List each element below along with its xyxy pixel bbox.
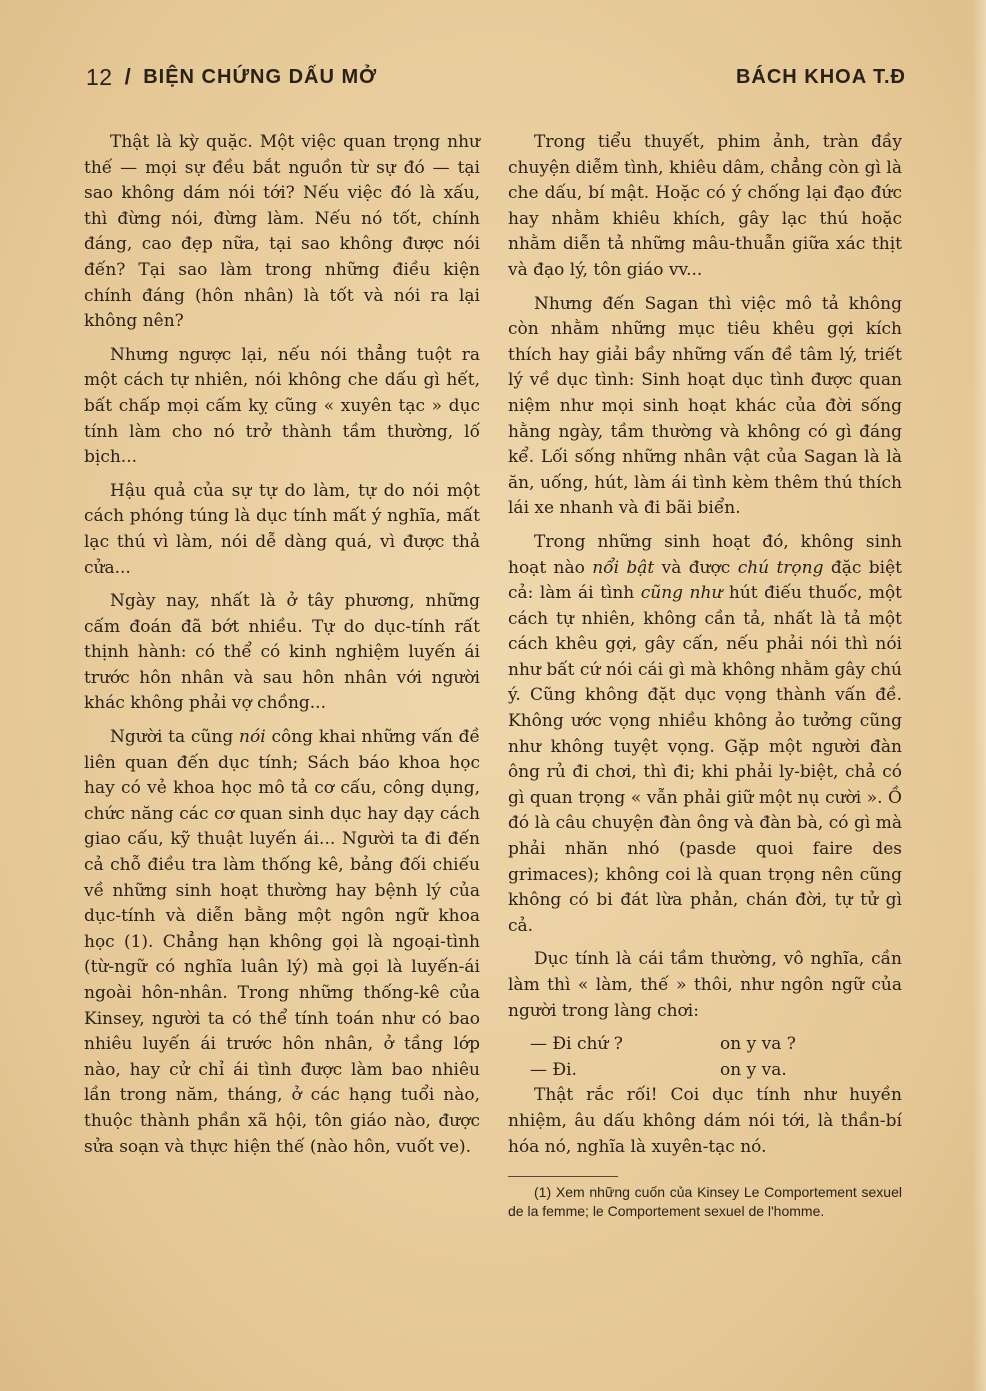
paragraph: Dục tính là cái tầm thường, vô nghĩa, cần làm thì « làm, thế » thôi, như ngôn ngữ của người trong làng chơi:: [508, 949, 902, 1021]
footnote-divider: [508, 1176, 618, 1177]
emphasis: nói: [239, 727, 266, 748]
paragraph: Nhưng ngược lại, nếu nói thẳng tuột ra một cách tự nhiên, nói không che dấu gì hết, bất chấp mọi cấm kỵ cũng « xuyên tạc » dục tính làm cho nó trở thành tầm thường, lố bịch...: [84, 344, 480, 468]
dialogue-line: [530, 1058, 902, 1084]
page-header: [86, 60, 906, 94]
left-column: [84, 130, 480, 1160]
footnote: (1) Xem những cuốn của Kinsey Le Comportement sexuel de la femme; le Comportement sexuel de l'homme.: [508, 1184, 902, 1220]
dialogue: [508, 1032, 902, 1083]
publication-name: BÁCH KHOA T.Đ: [735, 65, 906, 88]
paragraph: Thật rắc rối! Coi dục tính như huyền nhiệm, âu dấu không dám nói tới, là thần-bí hóa nó, nghĩa là xuyên-tạc nó.: [508, 1085, 902, 1157]
text-run: và được: [654, 557, 738, 578]
paragraph: Hậu quả của sự tự do làm, tự do nói một cách phóng túng là dục tính mất ý nghĩa, mất lạc thú vì làm, nói dễ dàng quá, vì được thả cửa...: [84, 480, 480, 578]
text-run: đặc biệt cả: làm ái tình: [508, 557, 903, 604]
header-separator: /: [124, 64, 132, 89]
emphasis: cũng như: [640, 583, 723, 604]
text-run: Người ta cũng: [110, 727, 240, 748]
section-title: BIỆN CHỨNG DẤU MỞ: [143, 65, 378, 88]
emphasis: chú trọng: [737, 557, 824, 578]
text-run: Trong những sinh hoạt đó, không sinh hoạt nào: [508, 531, 902, 578]
dialogue-french: on y va ?: [720, 1034, 796, 1055]
paragraph: Nhưng đến Sagan thì việc mô tả không còn nhằm những mục tiêu khêu gợi kích thích hay giải bầy những vấn đề tâm lý, triết lý về dục tình: Sinh hoạt dục tình được quan niệm như mọi sinh hoạt khác của đời sống hằng ngày, tầm thường và không có gì đáng kể. Lối sống những nhân vật của Sagan là là ăn, uống, hút, làm ái tình kèm thêm thú thích lái xe nhanh và đi bãi biển.: [508, 293, 902, 519]
dialogue-french: on y va.: [720, 1059, 787, 1080]
right-column: [508, 130, 902, 1221]
emphasis: nổi bật: [592, 557, 655, 578]
paragraph: [508, 530, 902, 940]
paragraph: [84, 725, 480, 1160]
paragraph: Trong tiểu thuyết, phim ảnh, tràn đầy chuyện diễm tình, khiêu dâm, chẳng còn gì là che dấu, bí mật. Hoặc có ý chống lại đạo đức hay nhằm khiêu khích, gây lạc thú hoặc nhằm diễn tả những mâu-thuẫn giữa xác thịt và đạo lý, tôn giáo vv...: [508, 132, 902, 280]
paragraph: Thật là kỳ quặc. Một việc quan trọng như thế — mọi sự đều bắt nguồn từ sự đó — tại sao không dám nói tới? Nếu việc đó là xấu, thì đừng nói, đừng làm. Nếu nó tốt, chính đáng, cao đẹp nữa, tại sao không được nói đến? Tại sao làm trong những điều kiện chính đáng (hôn nhân) là tốt và nói ra lại không nên?: [84, 132, 480, 332]
page-number: 12: [86, 63, 113, 90]
header-left: [86, 64, 377, 91]
paragraph: Ngày nay, nhất là ở tây phương, những cấm đoán đã bớt nhiều. Tự do dục-tính rất thịnh hành: có thể có kinh nghiệm luyến ái trước hôn nhân và sau hôn nhân với người khác không phải vợ chồng...: [84, 591, 480, 714]
text-run: công khai những vấn đề liên quan đến dục tính; Sách báo khoa học hay có vẻ khoa học mô tả cơ cấu, công dụng, chức năng các cơ quan sinh dục hay dạy cách giao cấu, kỹ thuật luyến ái... Người ta đi đến cả chỗ điều tra làm thống kê, bảng đối chiếu về những sinh hoạt thường hay bệnh lý của dục-tính và diễn bằng một ngôn ngữ khoa học (1). Chẳng hạn không gọi là ngoại-tình (từ-ngữ có nghĩa luân lý) mà gọi là luyến-ái ngoài hôn-nhân. Trong những thống-kê của Kinsey, người ta có thể tính toán như có bao nhiêu luyến ái trước hôn nhân, ở tầng lớp nào, hay cử chỉ ái tình được làm bao nhiêu lần trong năm, tháng, ở các hạng tuổi nào, thuộc thành phần xã hội, tôn giáo nào, được sửa soạn và thực hiện thế (nào hôn, vuốt ve).: [84, 727, 481, 1157]
dialogue-line: [530, 1032, 902, 1058]
dialogue-vietnamese: — Đi chứ ?: [530, 1034, 623, 1055]
dialogue-vietnamese: — Đi.: [530, 1059, 577, 1080]
page-edge: [972, 0, 986, 1391]
text-run: hút điếu thuốc, một cách tự nhiên, không cần tả, nhất là tả một cách khêu gợi, gây cấn, nếu phải nói thì nói như bất cứ nói cái gì mà không nhằm gây chú ý. Cũng không đặt dục vọng thành vấn đề. Không ước vọng nhiều không ảo tưởng cũng như không tuyệt vọng. Gặp một người đàn ông rủ đi chơi, thì đi; khi phải ly-biệt, chả có gì quan trọng « vẫn phải giữ một nụ cười ». Ồ đó là câu chuyện đàn ông và đàn bà, có gì mà phải nhăn nhó (pasde quoi faire des grimaces); không coi là quan trọng nên cũng không có bi đát lừa phản, chán đời, tự tử gì cả.: [508, 583, 903, 936]
